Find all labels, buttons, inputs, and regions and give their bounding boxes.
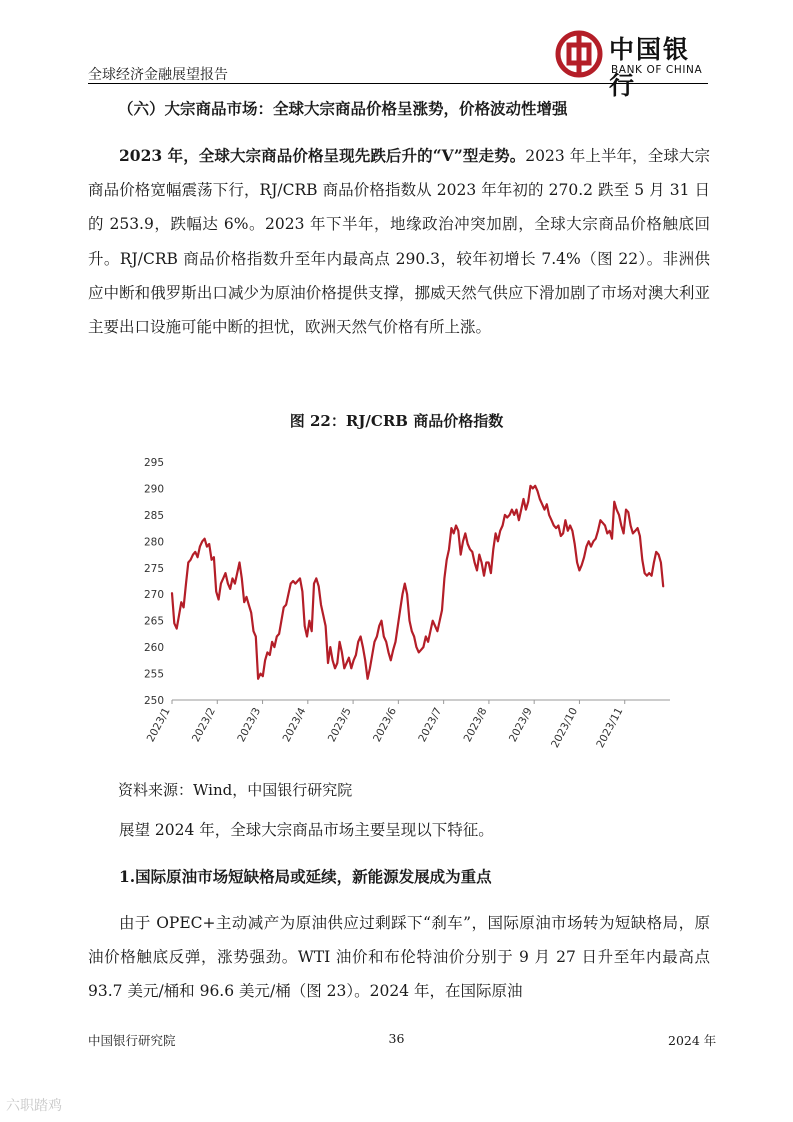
watermark: 六职踏鸡 — [6, 1098, 62, 1114]
logo-english-name: BANK OF CHINA — [611, 64, 703, 76]
y-tick-label: 260 — [143, 642, 164, 655]
y-tick-label: 290 — [143, 483, 164, 496]
paragraph-3-text: 由于 OPEC+主动减产为原油供应过剩踩下“刹车”，国际原油市场转为短缺格局，原油价格触底反弹，涨势强劲。WTI 油价和布伦特油价分别于 9 月 27 日升至年内最高点 93.7 美元/桶和 96.6 美元/桶（图 23）。2024 年，在国际原油 — [88, 914, 710, 1001]
x-tick-label: 2023/1 — [144, 705, 173, 745]
figure-source: 资料来源：Wind，中国银行研究院 — [118, 781, 353, 799]
subsection-title: 1.国际原油市场短缺格局或延续，新能源发展成为重点 — [119, 867, 492, 886]
x-tick-label: 2023/10 — [549, 705, 581, 750]
bank-of-china-emblem-icon — [555, 30, 603, 78]
paragraph-1 — [88, 139, 710, 344]
x-tick-label: 2023/9 — [506, 705, 535, 745]
x-tick-label: 2023/8 — [461, 705, 490, 745]
rj-crb-series-line — [172, 486, 663, 679]
y-tick-label: 295 — [143, 457, 164, 469]
y-tick-label: 285 — [143, 509, 164, 522]
footer-year: 2024 年 — [668, 1033, 717, 1048]
x-tick-label: 2023/2 — [189, 705, 218, 745]
y-tick-label: 250 — [143, 695, 164, 707]
x-tick-label: 2023/7 — [416, 705, 445, 745]
figure-title: 图 22：RJ/CRB 商品价格指数 — [289, 412, 504, 430]
paragraph-1-body: 2023 年上半年，全球大宗商品价格宽幅震荡下行，RJ/CRB 商品价格指数从 2023 年年初的 270.2 跌至 5 月 31 日的 253.9，跌幅达 6%。2023 年下半年，地缘政治冲突加剧，全球大宗商品价格触底回升。RJ/CRB 商品价格指数升至年内最高点 290.3，较年初增长 7.4%（图 22）。非洲供应中断和俄罗斯出口减少为原油价格提供支撑，挪威天然气供应下滑加剧了市场对澳大利亚主要出口设施可能中断的担忧，欧洲天然气价格有所上涨。 — [88, 147, 710, 337]
y-tick-label: 275 — [143, 562, 164, 575]
section-title: （六）大宗商品市场：全球大宗商品价格呈涨势，价格波动性增强 — [118, 99, 568, 118]
logo-chinese-name: 中国银行 — [609, 35, 691, 100]
x-tick-label: 2023/5 — [325, 705, 354, 745]
x-tick-label: 2023/3 — [235, 705, 264, 745]
x-tick-label: 2023/4 — [280, 705, 309, 745]
y-tick-label: 280 — [143, 536, 164, 549]
y-tick-label: 270 — [143, 589, 164, 602]
paragraph-3 — [88, 906, 710, 1009]
bank-of-china-logo — [555, 28, 715, 100]
y-tick-label: 255 — [143, 668, 164, 681]
page-number: 36 — [388, 1031, 405, 1046]
y-tick-label: 265 — [143, 615, 164, 628]
x-tick-label: 2023/11 — [594, 705, 626, 750]
paragraph-1-lead: 2023 年，全球大宗商品价格呈现先跌后升的“V”型走势。 — [119, 146, 526, 165]
paragraph-2-text: 展望 2024 年，全球大宗商品市场主要呈现以下特征。 — [119, 821, 494, 839]
subsection-title-block — [88, 860, 710, 894]
paragraph-2 — [88, 813, 710, 847]
footer-organization: 中国银行研究院 — [88, 1033, 176, 1048]
report-title: 全球经济金融展望报告 — [88, 67, 228, 83]
rj-crb-line-chart — [122, 448, 682, 758]
x-tick-label: 2023/6 — [371, 705, 400, 745]
